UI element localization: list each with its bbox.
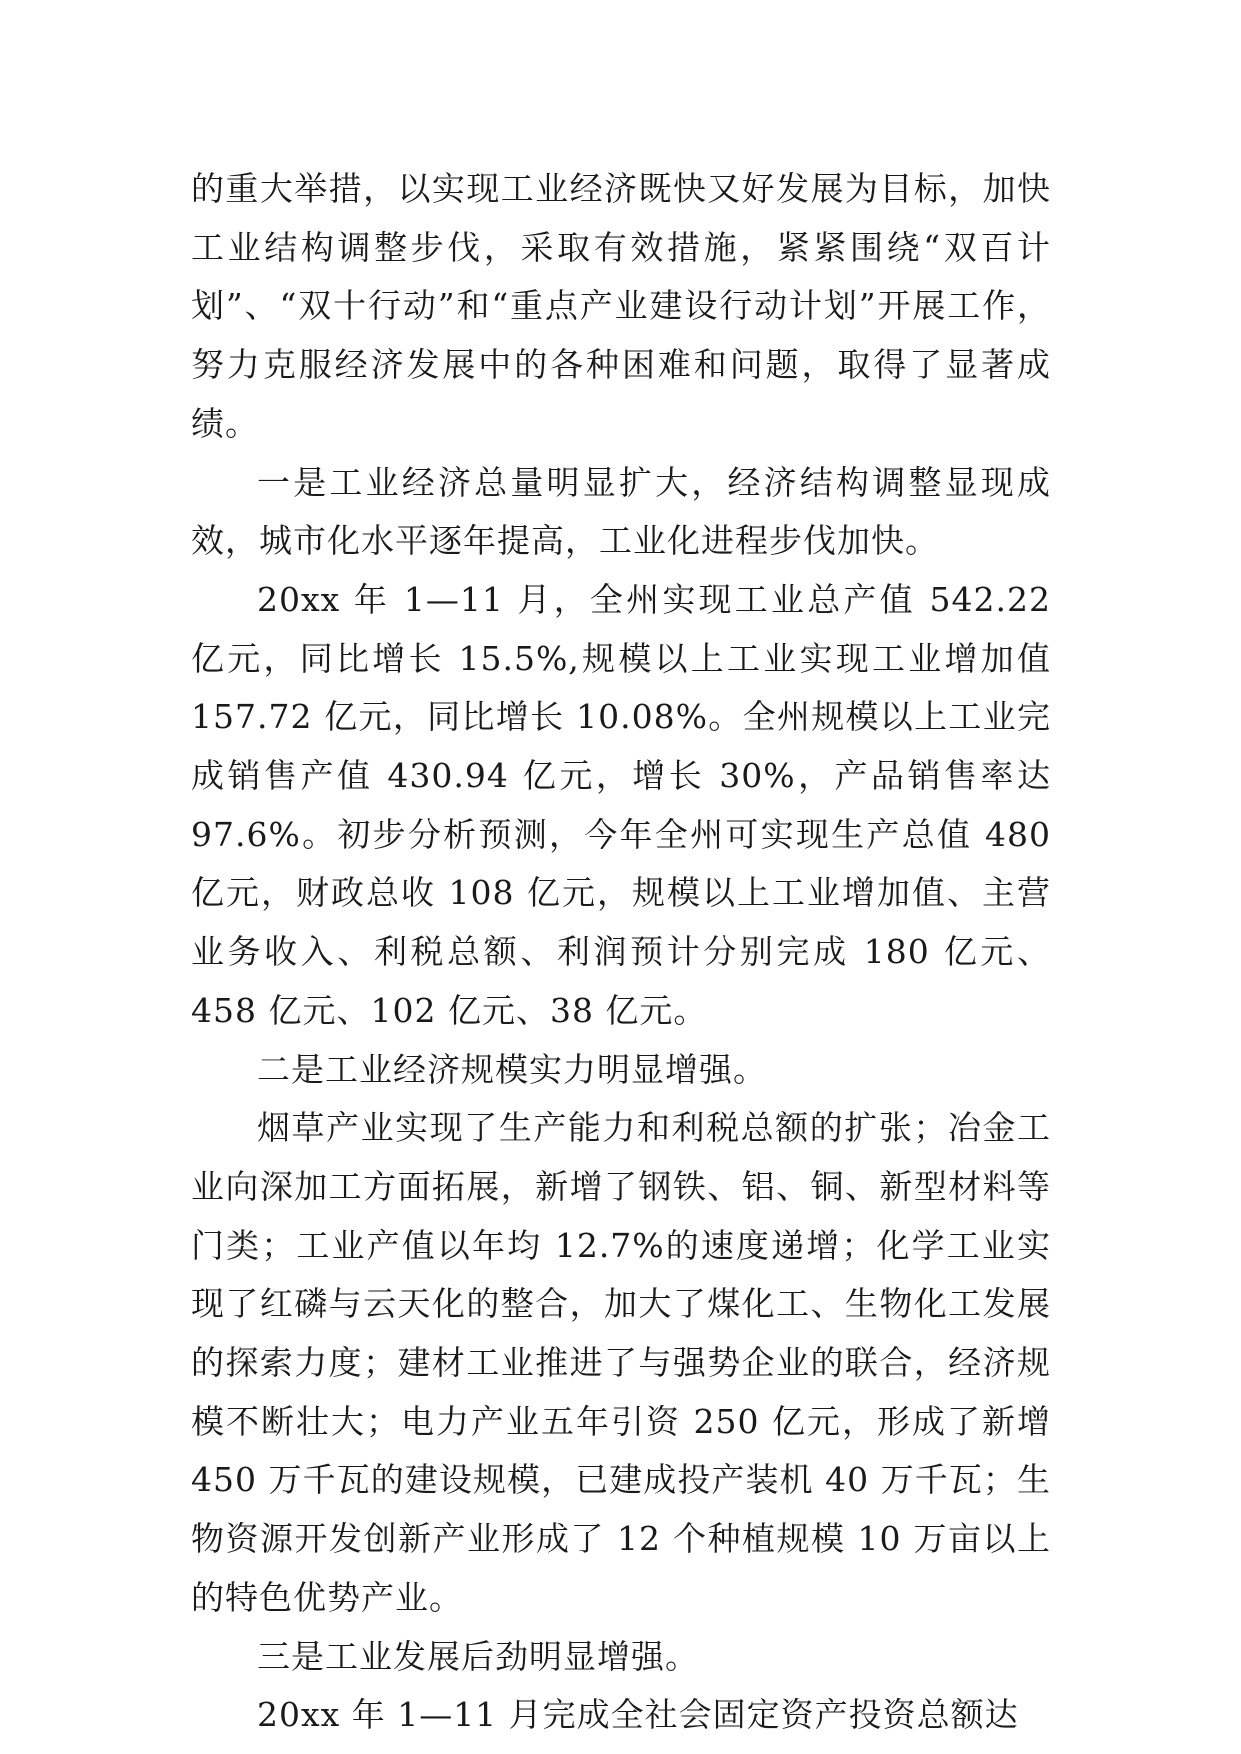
paragraph-point-one: 一是工业经济总量明显扩大，经济结构调整显现成效，城市化水平逐年提高，工业化进程步伐加快。 (191, 462, 1051, 561)
paragraph-investment: 20xx 年 1—11 月完成全社会固定资产投资总额达 (257, 1695, 1019, 1735)
paragraph-point-two: 二是工业经济规模实力明显增强。 (257, 1049, 767, 1089)
paragraph-continuation: 的重大举措，以实现工业经济既快又好发展为目标，加快工业结构调整步伐，采取有效措施，紧紧围绕“双百计划”、“双十行动”和“重点产业建设行动计划”开展工作，努力克服经济发展中的各种困难和问题，取得了显著成绩。 (191, 169, 1051, 443)
document-body (191, 160, 1051, 1745)
paragraph-point-three: 三是工业发展后劲明显增强。 (257, 1636, 699, 1676)
paragraph-output-stats: 20xx 年 1—11 月，全州实现工业总产值 542.22 亿元，同比增长 15.5%,规模以上工业实现工业增加值 157.72 亿元，同比增长 10.08%。全州规模以上工业完成销售产值 430.94 亿元，增长 30%，产品销售率达 97.6%。初步分析预测，今年全州可实现生产总值 480 亿元，财政总收 108 亿元，规模以上工业增加值、主营业务收入、利税总额、利润预计分别完成 180 亿元、458 亿元、102 亿元、38 亿元。 (191, 579, 1051, 1030)
paragraph-industry-details: 烟草产业实现了生产能力和利税总额的扩张；冶金工业向深加工方面拓展，新增了钢铁、铝、铜、新型材料等门类；工业产值以年均 12.7%的速度递增；化学工业实现了红磷与云天化的整合，加大了煤化工、生物化工发展的探索力度；建材工业推进了与强势企业的联合，经济规模不断壮大；电力产业五年引资 250 亿元，形成了新增 450 万千瓦的建设规模，已建成投产装机 40 万千瓦；生物资源开发创新产业形成了 12 个种植规模 10 万亩以上的特色优势产业。 (191, 1108, 1051, 1617)
